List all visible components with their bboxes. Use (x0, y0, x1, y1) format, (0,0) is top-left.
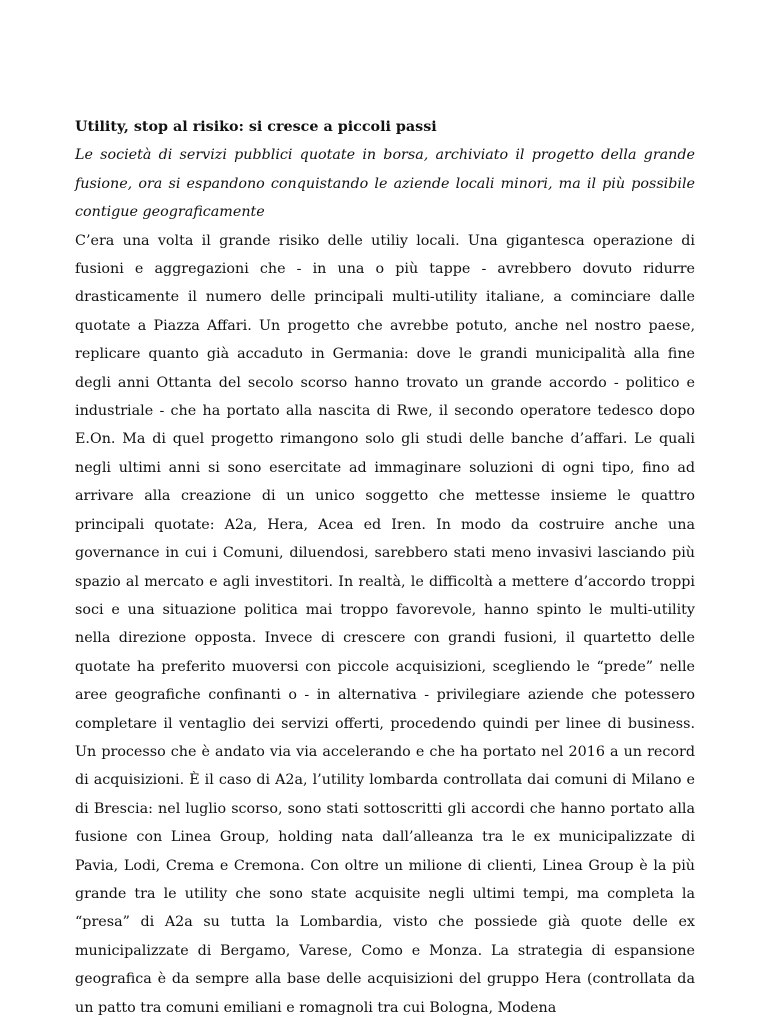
article-subtitle: Le società di servizi pubblici quotate in borsa, archiviato il progetto della grande fusione, ora si espandono conquistando le aziende locali minori, ma il più possibile contigue geograficamente (75, 147, 695, 221)
document-page (75, 113, 695, 1022)
article-title: Utility, stop al risiko: si cresce a piccoli passi (75, 119, 437, 135)
article-body: C’era una volta il grande risiko delle utiliy locali. Una gigantesca operazione di fusioni e aggregazioni che - in una o più tappe - avrebbero dovuto ridurre drasticamente il numero delle principali multi-utility italiane, a cominciare dalle quotate a Piazza Affari. Un progetto che avrebbe potuto, anche nel nostro paese, replicare quanto già accaduto in Germania: dove le grandi municipalità alla fine degli anni Ottanta del secolo scorso hanno trovato un grande accordo - politico e industriale - che ha portato alla nascita di Rwe, il secondo operatore tedesco dopo E.On. Ma di quel progetto rimangono solo gli studi delle banche d’affari. Le quali negli ultimi anni si sono esercitate ad immaginare soluzioni di ogni tipo, fino ad arrivare alla creazione di un unico soggetto che mettesse insieme le quattro principali quotate: A2a, Hera, Acea ed Iren. In modo da costruire anche una governance in cui i Comuni, diluendosi, sarebbero stati meno invasivi lasciando più spazio al mercato e agli investitori. In realtà, le difficoltà a mettere d’accordo troppi soci e una situazione politica mai troppo favorevole, hanno spinto le multi-utility nella direzione opposta. Invece di crescere con grandi fusioni, il quartetto delle quotate ha preferito muoversi con piccole acquisizioni, scegliendo le “prede” nelle aree geografiche confinanti o - in alternativa - privilegiare aziende che potessero completare il ventaglio dei servizi offerti, procedendo quindi per linee di business. Un processo che è andato via via accelerando e che ha portato nel 2016 a un record di acquisizioni. È il caso di A2a, l’utility lombarda controllata dai comuni di Milano e di Brescia: nel luglio scorso, sono stati sottoscritti gli accordi che hanno portato alla fusione con Linea Group, holding nata dall’alleanza tra le ex municipalizzate di Pavia, Lodi, Crema e Cremona. Con oltre un milione di clienti, Linea Group è la più grande tra le utility che sono state acquisite negli ultimi tempi, ma completa la “presa” di A2a su tutta la Lombardia, visto che possiede già quote delle ex municipalizzate di Bergamo, Varese, Como e Monza. La strategia di espansione geografica è da sempre alla base delle acquisizioni del gruppo Hera (controllata da un patto tra comuni emiliani e romagnoli tra cui Bologna, Modena (75, 232, 695, 1016)
